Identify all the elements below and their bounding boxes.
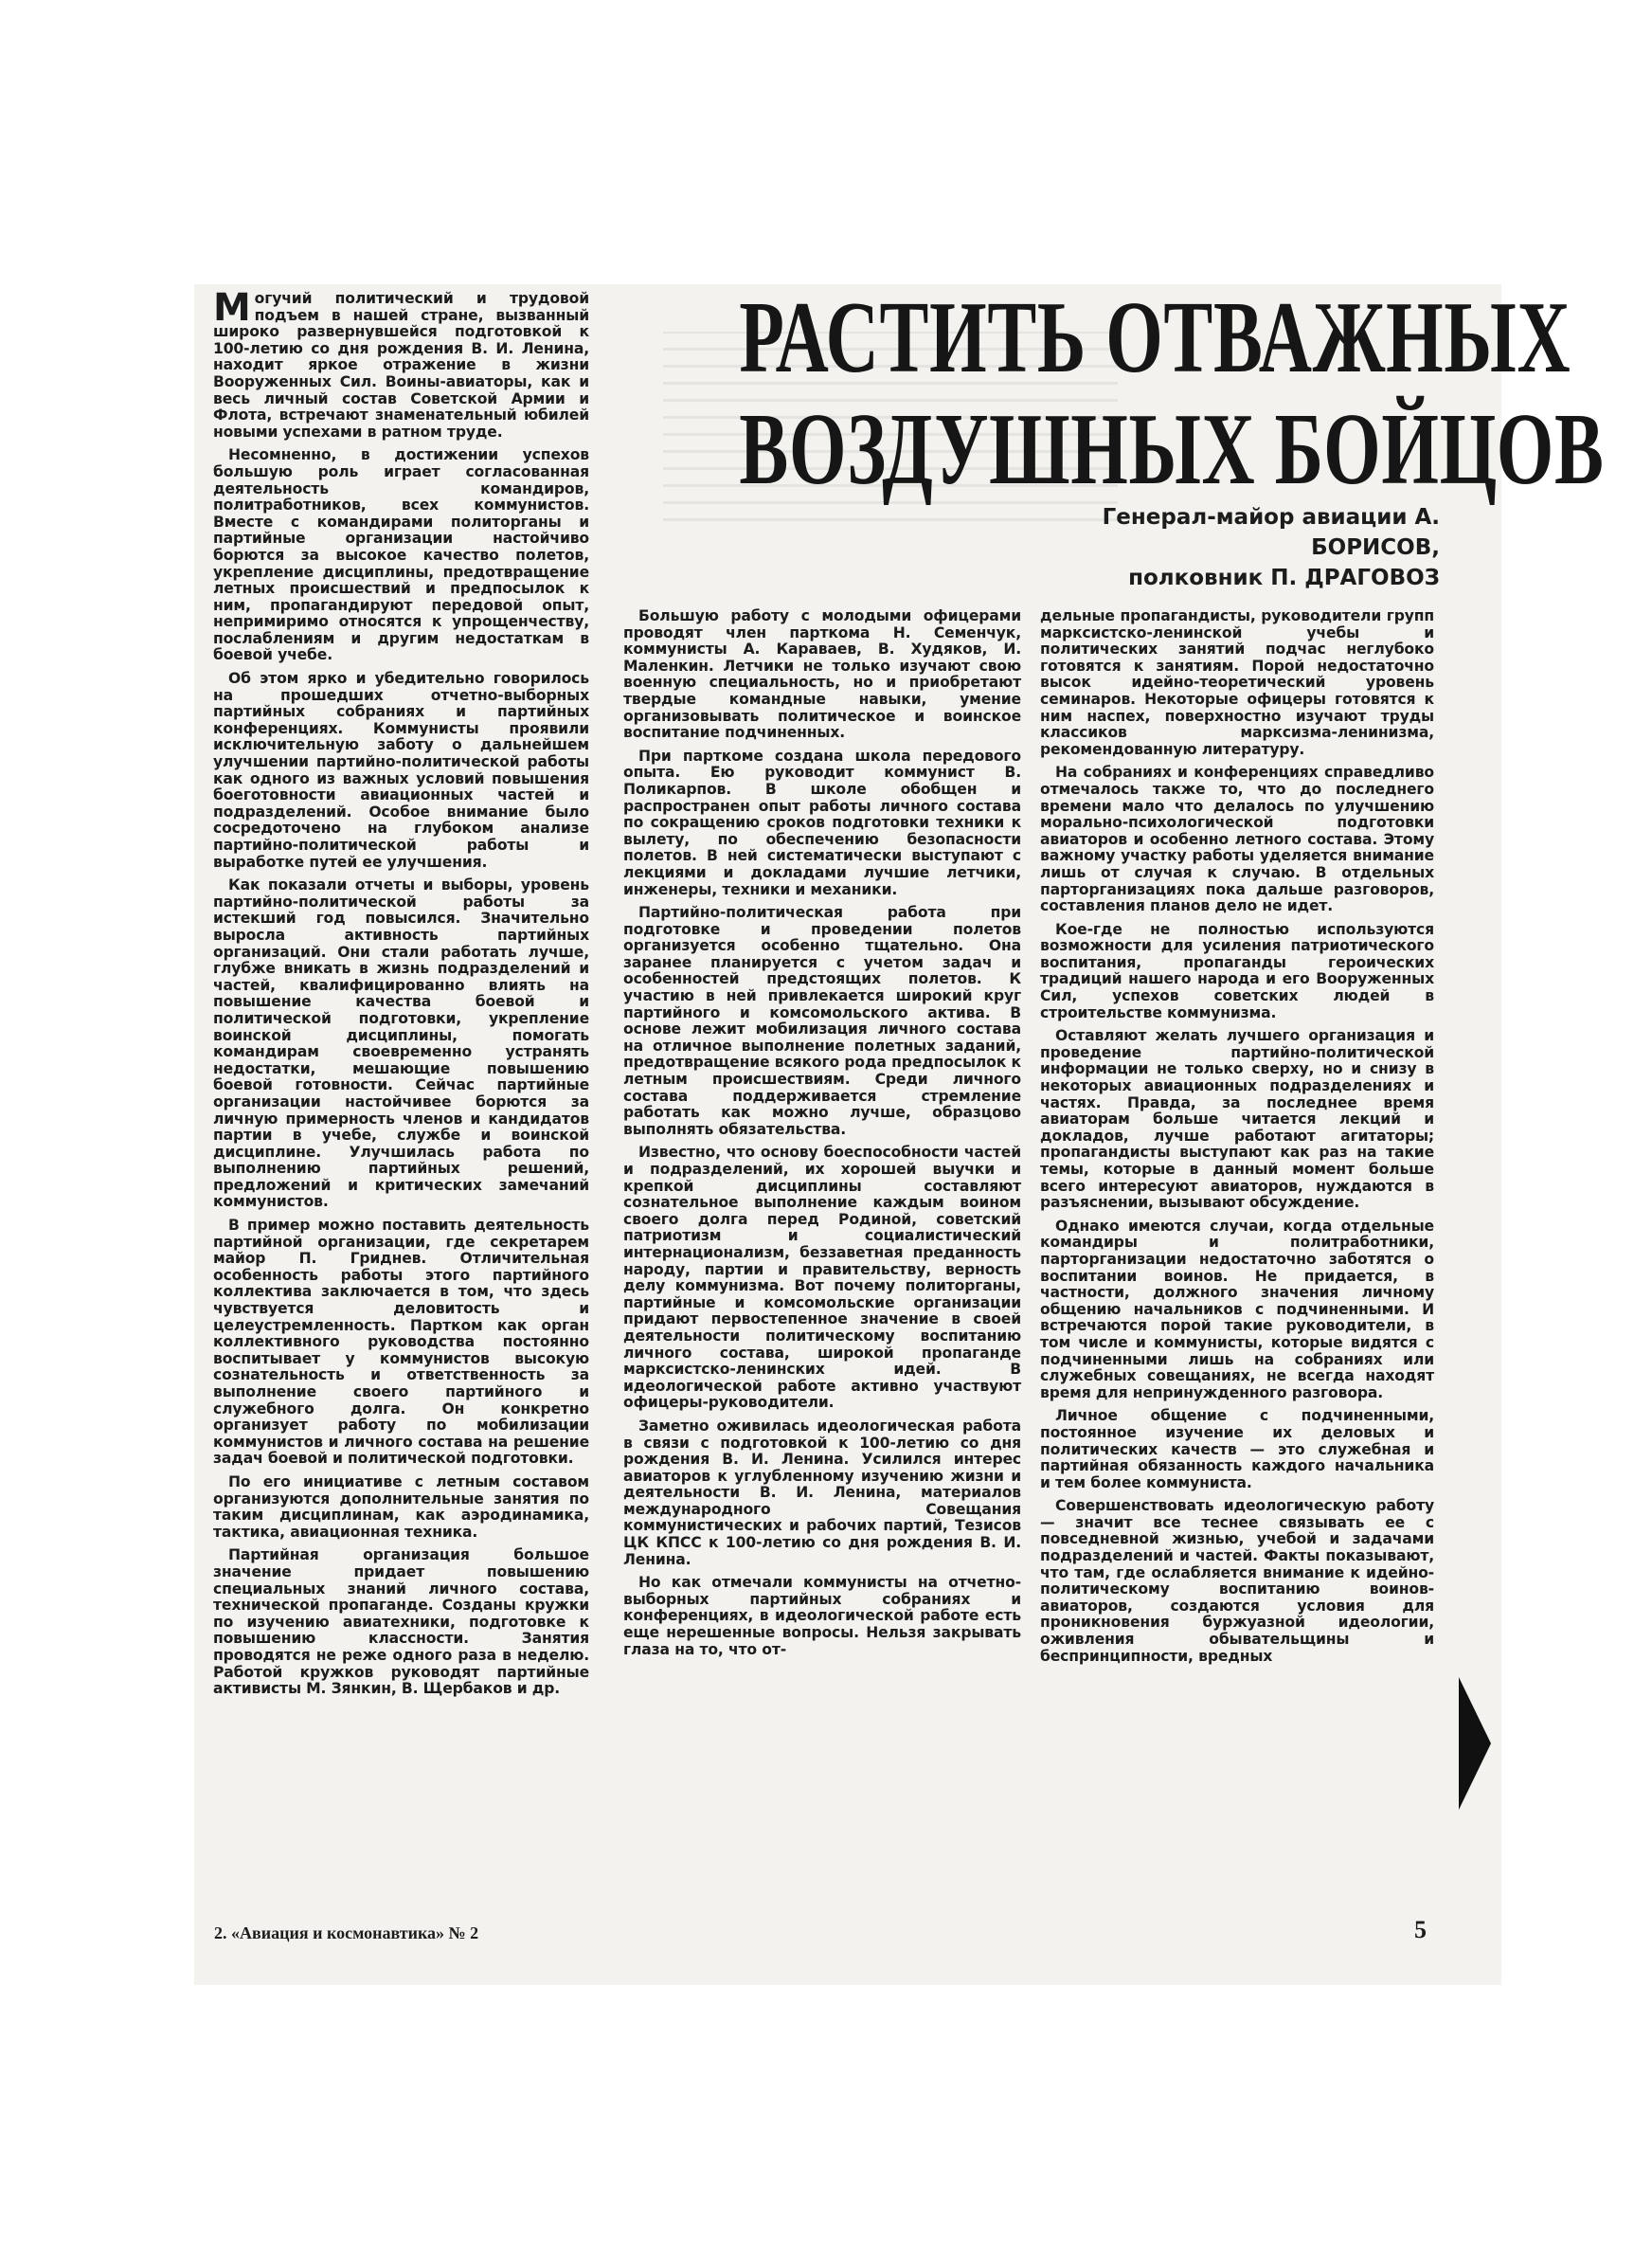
paragraph: В пример можно поставить деятельность партийной организации, где секретарем майор П. Гриднев. Отличительная особенность работы этого партийного коллектива заключается в том, что здесь чувствуется деловитость и целеустремленность. Партком как орган коллективного руководства постоянно воспитывает у коммунистов высокую сознательность и ответственность за выполнение своего партийного и служебного долга. Он конкретно организует работу по мобилизации коммунистов и личного состава на решение задач боевой и политической подготовки.: [213, 1217, 589, 1468]
drop-cap: М: [213, 286, 251, 330]
paragraph: Как показали отчеты и выборы, уровень партийно-политической работы за истекший год повысился. Значительно выросла активность партийных организаций. Они стали работать лучше, глубже вникать в жизнь подразделений и частей, квалифицированно влиять на повышение качества боевой и политической подготовки, укрепление воинской дисциплины, помогать командирам своевременно устранять недостатки, мешающие повышению боевой готовности. Сейчас партийные организации настойчивее борются за личную примерность членов и кандидатов партии в учебе, службе и воинской дисциплине. Улучшилась работа по выполнению партийных решений, предложений и критических замечаний коммунистов.: [213, 876, 589, 1211]
page-number: 5: [1414, 1916, 1427, 1943]
paragraph: Большую работу с молодыми офицерами проводят член парткома Н. Семенчук, коммунисты А. Караваев, В. Худяков, И. Маленкин. Летчики не только изучают свою военную специальность, но и приобретают твердые командные навыки, умение организовывать политическое и воинское воспитание подчиненных.: [623, 607, 1021, 742]
paragraph: Оставляют желать лучшего организация и проведение партийно-политической информации не только сверху, но и снизу в некоторых авиационных подразделениях и частях. Правда, за последнее время авиаторам больше читается лекций и докладов, лучше работают агитаторы; пропагандисты выступают как раз на такие темы, которые в данный момент больше всего интересуют авиаторов, нуждаются в разъяснении, вызывают обсуждение.: [1040, 1027, 1434, 1212]
paragraph: Несомненно, в достижении успехов большую роль играет согласованная деятельность командиров, политработников, всех коммунистов. Вместе с командирами политорганы и партийные организации настойчиво борются за высокое качество полетов, укрепление дисциплины, предотвращение летных происшествий и предпосылок к ним, пропагандируют передовой опыт, непримиримо относятся к упрощенчеству, послаблениям и другим недостаткам в боевой учебе.: [213, 446, 589, 664]
text-column-2: [623, 608, 1021, 1665]
author-line-2: полковник П. ДРАГОВОЗ: [1128, 566, 1440, 590]
paragraph: Совершенствовать идеологическую работу — значит все теснее связывать ее с повседневной жизнью, учебой и задачами подразделений и частей. Факты показывают, что там, где ослабляется внимание к идейно-политическому воспитанию воинов-авиаторов, создаются условия для проникновения буржуазной идеологии, оживления обывательщины и беспринципности, вредных: [1040, 1497, 1434, 1665]
article-authors: [976, 502, 1440, 593]
paragraph: Но как отмечали коммунисты на отчетно-выборных партийных собраниях и конференциях, в идеологической работе есть еще нерешенные вопросы. Нельзя закрывать глаза на то, что от-: [623, 1574, 1021, 1658]
paragraph: Заметно оживилась идеологическая работа в связи с подготовкой к 100-летию со дня рождения В. И. Ленина. Усилился интерес авиаторов к углубленному изучению жизни и деятельности В. И. Ленина, материалов международного Совещания коммунистических и рабочих партий, Тезисов ЦК КПСС к 100-летию со дня рождения В. И. Ленина.: [623, 1417, 1021, 1568]
author-line-1: Генерал-майор авиации А. БОРИСОВ,: [1102, 505, 1440, 560]
paragraph: Партийно-политическая работа при подготовке и проведении полетов организуется особенно тщательно. Она заранее планируется с учетом задач и особенностей предстоящих полетов. К участию в ней привлекается широкий круг партийного и комсомольского актива. В основе лежит мобилизация личного состава на отличное выполнение полетных заданий, предотвращение всякого рода предпосылок к летным происшествиям. Среди личного состава поддерживается стремление работать как можно лучше, образцово выполнять обязательства.: [623, 904, 1021, 1138]
text-column-3: [1040, 608, 1434, 1671]
paragraph: По его инициативе с летным составом организуются дополнительные занятия по таким дисциплинам, как аэродинамика, тактика, авиационная техника.: [213, 1472, 589, 1541]
paragraph: Партийная организация большое значение придает повышению специальных знаний личного состава, технической пропаганде. Созданы кружки по изучению авиатехники, подготовке к повышению классности. Занятия проводятся не реже одного раза в неделю. Работой кружков руководят партийные активисты М. Зянкин, В. Щербаков и др.: [213, 1546, 589, 1698]
paragraph: Личное общение с подчиненными, постоянное изучение их деловых и политических качеств — это служебная и партийная обязанность каждого начальника и тем более коммуниста.: [1040, 1407, 1434, 1491]
article-title-line-2: ВОЗДУШНЫХ БОЙЦОВ: [739, 393, 1605, 506]
paragraph-text: огучий политический и трудовой подъем в нашей стране, вызванный широко развернувшейся подготовкой к 100-летию со дня рождения В. И. Ленина, находит яркое отражение в жизни Вооруженных Сил. Воины-авиаторы, как и весь личный состав Советской Армии и Флота, встречают знаменательный юбилей новыми успехами в ратном труде.: [213, 290, 589, 441]
paragraph: На собраниях и конференциях справедливо отмечалось также то, что до последнего времени мало что делалось по улучшению морально-психологической подготовки авиаторов и особенно летного состава. Этому важному участку работы уделяется внимание лишь от случая к случаю. В отдельных парторганизациях пока дальше разговоров, составления планов дело не идет.: [1040, 764, 1434, 915]
article-title-line-1: РАСТИТЬ ОТВАЖНЫХ: [739, 281, 1571, 394]
paragraph: Об этом ярко и убедительно говорилось на прошедших отчетно-выборных партийных собраниях и партийных конференциях. Коммунисты проявили исключительную заботу о дальнейшем улучшении партийно-политической работы как одного из важных условий повышения боеготовности авиационных частей и подразделений. Особое внимание было сосредоточено на глубоком анализе партийно-политической работы и выработке путей ее улучшения.: [213, 670, 589, 871]
triangle-right-icon: [1459, 1677, 1491, 1810]
article-title: [739, 281, 1605, 506]
paragraph: При парткоме создана школа передового опыта. Ею руководит коммунист В. Поликарпов. В школе обобщен и распространен опыт работы личного состава по сокращению сроков подготовки техники к вылету, по обеспечению безопасности полетов. В ней систематически выступают с лекциями и докладами лучшие летчики, инженеры, техники и механики.: [623, 747, 1021, 898]
text-column-1: [213, 286, 589, 1705]
paragraph: Однако имеются случаи, когда отдельные командиры и политработники, парторганизации недостаточно заботятся о воспитании воинов. Не придается, в частности, должного значения личному общению начальников с подчиненными. И встречаются порой такие руководители, в том числе и коммунисты, которые видятся с подчиненными лишь на собраниях или служебных совещаниях, не всегда находят время для непринужденного разговора.: [1040, 1217, 1434, 1401]
paragraph: дельные пропагандисты, руководители групп марксистско-ленинской учебы и политических занятий подчас неглубоко готовятся к занятиям. Порой недостаточно высок идейно-теоретический уровень семинаров. Некоторые офицеры готовятся к ним наспех, поверхностно изучают труды классиков марксизма-ленинизма, рекомендованную литературу.: [1040, 607, 1434, 758]
paragraph: Известно, что основу боеспособности частей и подразделений, их хорошей выучки и крепкой дисциплины составляют сознательное выполнение каждым воином своего долга перед Родиной, советский патриотизм и социалистический интернационализм, беззаветная преданность народу, партии и правительству, верность делу коммунизма. Вот почему политорганы, партийные и комсомольские организации придают первостепенное значение в своей деятельности политическому воспитанию личного состава, широкой пропаганде марксистско-ленинских идей. В идеологической работе активно участвуют офицеры-руководители.: [623, 1144, 1021, 1412]
paragraph: [213, 286, 589, 441]
paragraph: Кое-где не полностью используются возможности для усиления патриотического воспитания, пропаганды героических традиций нашего народа и его Вооруженных Сил, успехов советских людей в строительстве коммунизма.: [1040, 920, 1434, 1021]
footer-issue-label: 2. «Авиация и космонавтика» № 2: [214, 1923, 479, 1942]
